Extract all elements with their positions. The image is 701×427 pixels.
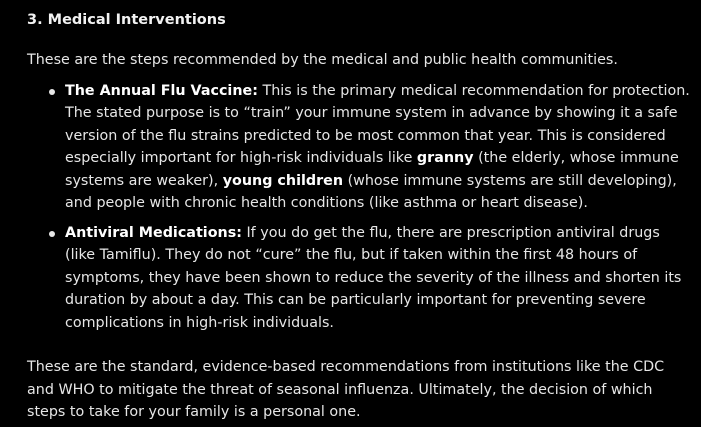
list-item-flu-vaccine: [27, 80, 693, 215]
message-content: [27, 10, 693, 424]
emphasis-text: granny: [416, 150, 474, 166]
list-item-text: If you do get the flu, there are prescription antiviral drugs (like Tamiflu). They do not “cure” the flu, but if taken within the first 48 hours of symptoms, they have been shown to reduce the severity of the illness and shorten its duration by about a day. This can be particularly important for preventing severe complications in high-risk individuals.: [65, 224, 682, 331]
emphasis-text: young children: [222, 172, 344, 189]
list-item-text: This is the primary medical recommendation for protection. The stated purpose is to “train” your immune system in advance by showing it a safe version of the flu strains predicted to be most common that year. This is considered especially important for high-risk individuals like: [65, 82, 690, 166]
list-item-title: The Annual Flu Vaccine:: [65, 82, 258, 99]
bullet-icon: [49, 89, 55, 95]
bullet-icon: [49, 231, 55, 237]
interventions-list: [27, 80, 693, 335]
closing-paragraph: These are the standard, evidence-based recommendations from institutions like the CDC and WHO to mitigate the threat of seasonal influenza. Ultimately, the decision of which steps to take for your family is a personal one.: [27, 359, 665, 420]
section-heading: 3. Medical Interventions: [27, 12, 226, 28]
list-item-text: (whose immune systems are still developing), and people with chronic health conditions (like asthma or heart disease).: [65, 172, 677, 211]
list-item-antivirals: [27, 222, 693, 335]
list-item-text: (the elderly, whose immune systems are weaker),: [65, 150, 679, 189]
list-item-title: Antiviral Medications:: [65, 224, 242, 241]
section-intro: These are the steps recommended by the medical and public health communities.: [27, 52, 618, 68]
